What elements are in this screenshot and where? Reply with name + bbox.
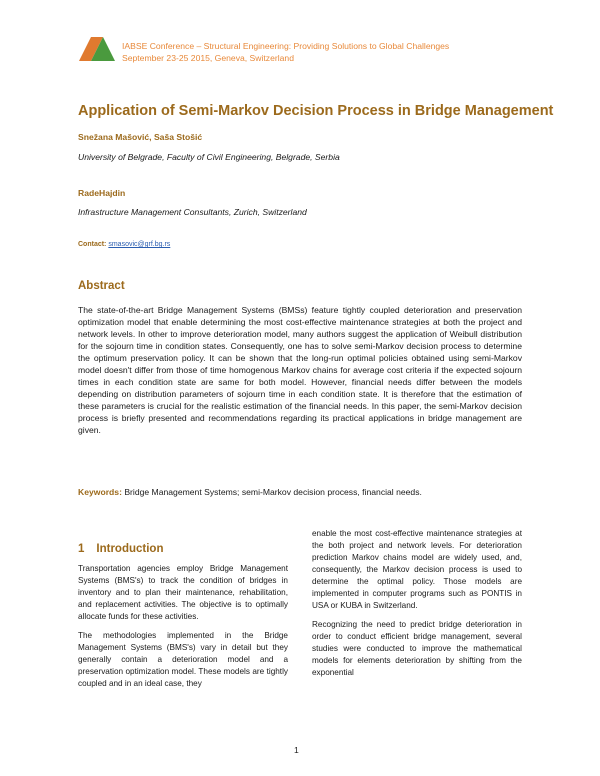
paragraph: Transportation agencies employ Bridge Management Systems (BMS's) to track the condition of bridges in inventory and to plan their maintenance, rehabilitation, and replacement activities. The objective is to optimally allocate funds for these activities. bbox=[78, 564, 288, 621]
paragraph: Recognizing the need to predict bridge deterioration in order to conduct efficient bridge management, several studies were conducted to improve the mathematical models for elements deterioration by shifting from the exponential bbox=[312, 620, 522, 677]
column-right bbox=[312, 528, 522, 686]
affiliation-2: Infrastructure Management Consultants, Zurich, Switzerland bbox=[78, 207, 307, 217]
paragraph: enable the most cost-effective maintenance strategies at the both project and network levels. For deterioration prediction Markov chains model are widely used, and, consequently, the Markov decision process is used to determine the optimal policy. Those models are implemented in computer programs such as PONTIS in USA or KUBA in Switzerland. bbox=[312, 529, 522, 610]
contact-label: Contact: bbox=[78, 241, 107, 248]
abstract-heading: Abstract bbox=[78, 280, 125, 292]
keywords bbox=[78, 486, 522, 498]
keywords-text: Bridge Management Systems; semi-Markov decision process, financial needs. bbox=[124, 487, 422, 497]
paper-title: Application of Semi-Markov Decision Process in Bridge Management bbox=[78, 103, 554, 119]
paragraph: The methodologies implemented in the Bridge Management Systems (BMS's) vary in detail but they generally contain a deterioration model and a preservation optimization model. These models are tightly coupled and in an ideal case, they bbox=[78, 631, 288, 688]
contact-line bbox=[78, 241, 170, 248]
conference-header bbox=[122, 40, 449, 64]
abstract-text: The state-of-the-art Bridge Management Systems (BMSs) feature tightly coupled deterioration and preservation optimization model that enable determining the most cost-effective maintenance strategies at both the project and network levels. In other to improve deterioration model, many authors suggest the application of Weibull distribution for the sojourn time in condition states. Consequently, one has to solve semi-Markov decision process to determine the optimum preservation policy. It can be shown that the long-run optimal policies obtained using semi-Markov model doesn't differ from those of time homogenous Markov chains for average cost criteria if the expected sojourn times in each condition state are same for both model. However, financial needs differ between the models depending on distribution parameters of sojourn time in each condition state. It is therefore that the estimation of these parameters is crucial for the realistic estimation of the financial needs. In this paper, the semi-Markov decision process is briefly presented and recommendations regarding its practical applications in bridge management are given. bbox=[78, 305, 522, 435]
authors: Snežana Mašović, Saša Stošić bbox=[78, 132, 203, 142]
column-left bbox=[78, 563, 288, 697]
section-heading-introduction bbox=[78, 543, 163, 555]
conference-line2: September 23-25 2015, Geneva, Switzerland bbox=[122, 53, 294, 63]
author-2: RadeHajdin bbox=[78, 188, 126, 198]
affiliation-1: University of Belgrade, Faculty of Civil Engineering, Belgrade, Serbia bbox=[78, 152, 340, 162]
section-number: 1 bbox=[78, 543, 85, 555]
keywords-label: Keywords: bbox=[78, 487, 122, 497]
conference-line1: IABSE Conference – Structural Engineering: Providing Solutions to Global Challenges bbox=[122, 41, 450, 51]
contact-email-link[interactable]: smasovic@grf.bg.rs bbox=[108, 241, 171, 248]
iabse-logo bbox=[77, 37, 121, 61]
page-number: 1 bbox=[294, 745, 299, 755]
section-title: Introduction bbox=[96, 543, 164, 555]
